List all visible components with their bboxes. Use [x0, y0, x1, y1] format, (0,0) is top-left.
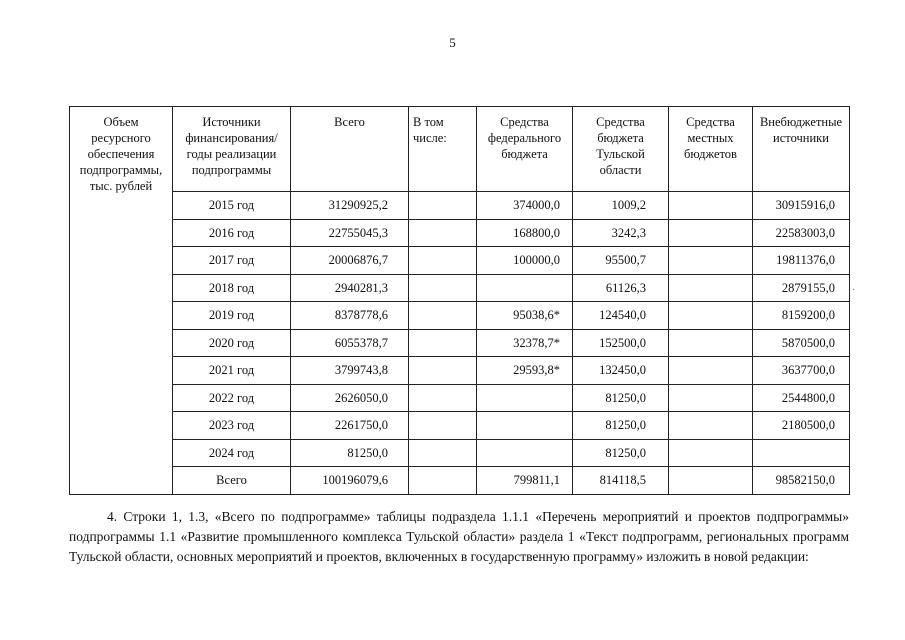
margin-mark: ·	[852, 285, 856, 296]
regional-cell: 95500,7	[573, 247, 669, 275]
total-cell: 31290925,2	[291, 192, 409, 220]
total-cell: 2261750,0	[291, 412, 409, 440]
total-cell: 20006876,7	[291, 247, 409, 275]
total-cell: 2626050,0	[291, 384, 409, 412]
local-cell	[669, 412, 753, 440]
header-cell: Средства местных бюджетов	[669, 107, 753, 192]
funding-table	[69, 106, 850, 495]
local-cell	[669, 274, 753, 302]
regional-cell: 81250,0	[573, 412, 669, 440]
table-row	[70, 302, 850, 330]
local-cell	[669, 329, 753, 357]
total-cell: 81250,0	[291, 439, 409, 467]
federal-cell	[477, 412, 573, 440]
including-cell	[409, 412, 477, 440]
extrabudget-cell: 22583003,0	[753, 219, 850, 247]
extrabudget-cell: 3637700,0	[753, 357, 850, 385]
row-label-cell: Объем ресурсного обеспечения подпрограммы, тыс. рублей	[70, 107, 173, 495]
table-row	[70, 192, 850, 220]
federal-cell: 168800,0	[477, 219, 573, 247]
total-cell: 2940281,3	[291, 274, 409, 302]
extrabudget-cell: 8159200,0	[753, 302, 850, 330]
including-cell	[409, 357, 477, 385]
table-header-row	[70, 107, 850, 192]
header-cell: В том числе:	[409, 107, 477, 192]
federal-cell: 29593,8*	[477, 357, 573, 385]
header-cell: Средства федерального бюджета	[477, 107, 573, 192]
header-cell: Всего	[291, 107, 409, 192]
total-cell: 100196079,6	[291, 467, 409, 495]
page-number: 5	[449, 35, 456, 50]
year-cell: 2017 год	[173, 247, 291, 275]
regional-cell: 61126,3	[573, 274, 669, 302]
header-cell: Внебюджетные источники	[753, 107, 850, 192]
including-cell	[409, 439, 477, 467]
regional-cell: 3242,3	[573, 219, 669, 247]
federal-cell	[477, 439, 573, 467]
funding-table-body	[70, 107, 850, 495]
extrabudget-cell: 2879155,0	[753, 274, 850, 302]
local-cell	[669, 219, 753, 247]
federal-cell	[477, 384, 573, 412]
year-cell: 2016 год	[173, 219, 291, 247]
regional-cell: 81250,0	[573, 384, 669, 412]
body-paragraph: 4. Строки 1, 1.3, «Всего по подпрограмме» таблицы подраздела 1.1.1 «Перечень мероприятий и проектов подпрограммы» подпрограммы 1.1 «Развитие промышленного комплекса Тульской области» раздела 1 «Текст подпрограмм, региональных программ Тульской области, основных мероприятий и проектов, включенных в государственную программу» изложить в новой редакции:	[69, 509, 849, 564]
federal-cell: 100000,0	[477, 247, 573, 275]
table-row	[70, 439, 850, 467]
header-cell: Источники финансирования/ годы реализации подпрограммы	[173, 107, 291, 192]
regional-cell: 152500,0	[573, 329, 669, 357]
regional-cell: 132450,0	[573, 357, 669, 385]
extrabudget-cell: 30915916,0	[753, 192, 850, 220]
local-cell	[669, 357, 753, 385]
year-cell: 2023 год	[173, 412, 291, 440]
total-cell: 6055378,7	[291, 329, 409, 357]
year-cell: 2020 год	[173, 329, 291, 357]
table-row	[70, 274, 850, 302]
table-row	[70, 384, 850, 412]
local-cell	[669, 247, 753, 275]
local-cell	[669, 439, 753, 467]
local-cell	[669, 384, 753, 412]
federal-cell: 799811,1	[477, 467, 573, 495]
total-cell: 3799743,8	[291, 357, 409, 385]
header-cell: Средства бюджета Тульской области	[573, 107, 669, 192]
year-cell: 2022 год	[173, 384, 291, 412]
regional-cell: 124540,0	[573, 302, 669, 330]
including-cell	[409, 467, 477, 495]
including-cell	[409, 192, 477, 220]
table-row	[70, 412, 850, 440]
year-cell: 2021 год	[173, 357, 291, 385]
extrabudget-cell	[753, 439, 850, 467]
extrabudget-cell: 2180500,0	[753, 412, 850, 440]
table-row	[70, 467, 850, 495]
year-cell: 2018 год	[173, 274, 291, 302]
table-row	[70, 329, 850, 357]
federal-cell: 95038,6*	[477, 302, 573, 330]
extrabudget-cell: 5870500,0	[753, 329, 850, 357]
table-row	[70, 357, 850, 385]
year-cell: 2019 год	[173, 302, 291, 330]
including-cell	[409, 384, 477, 412]
local-cell	[669, 467, 753, 495]
local-cell	[669, 192, 753, 220]
year-cell: 2015 год	[173, 192, 291, 220]
including-cell	[409, 219, 477, 247]
federal-cell	[477, 274, 573, 302]
extrabudget-cell: 2544800,0	[753, 384, 850, 412]
total-cell: 8378778,6	[291, 302, 409, 330]
including-cell	[409, 247, 477, 275]
federal-cell: 374000,0	[477, 192, 573, 220]
federal-cell: 32378,7*	[477, 329, 573, 357]
regional-cell: 1009,2	[573, 192, 669, 220]
regional-cell: 81250,0	[573, 439, 669, 467]
table-row	[70, 219, 850, 247]
regional-cell: 814118,5	[573, 467, 669, 495]
local-cell	[669, 302, 753, 330]
including-cell	[409, 274, 477, 302]
table-row	[70, 247, 850, 275]
including-cell	[409, 329, 477, 357]
year-cell: 2024 год	[173, 439, 291, 467]
including-cell	[409, 302, 477, 330]
year-cell: Всего	[173, 467, 291, 495]
total-cell: 22755045,3	[291, 219, 409, 247]
extrabudget-cell: 98582150,0	[753, 467, 850, 495]
extrabudget-cell: 19811376,0	[753, 247, 850, 275]
